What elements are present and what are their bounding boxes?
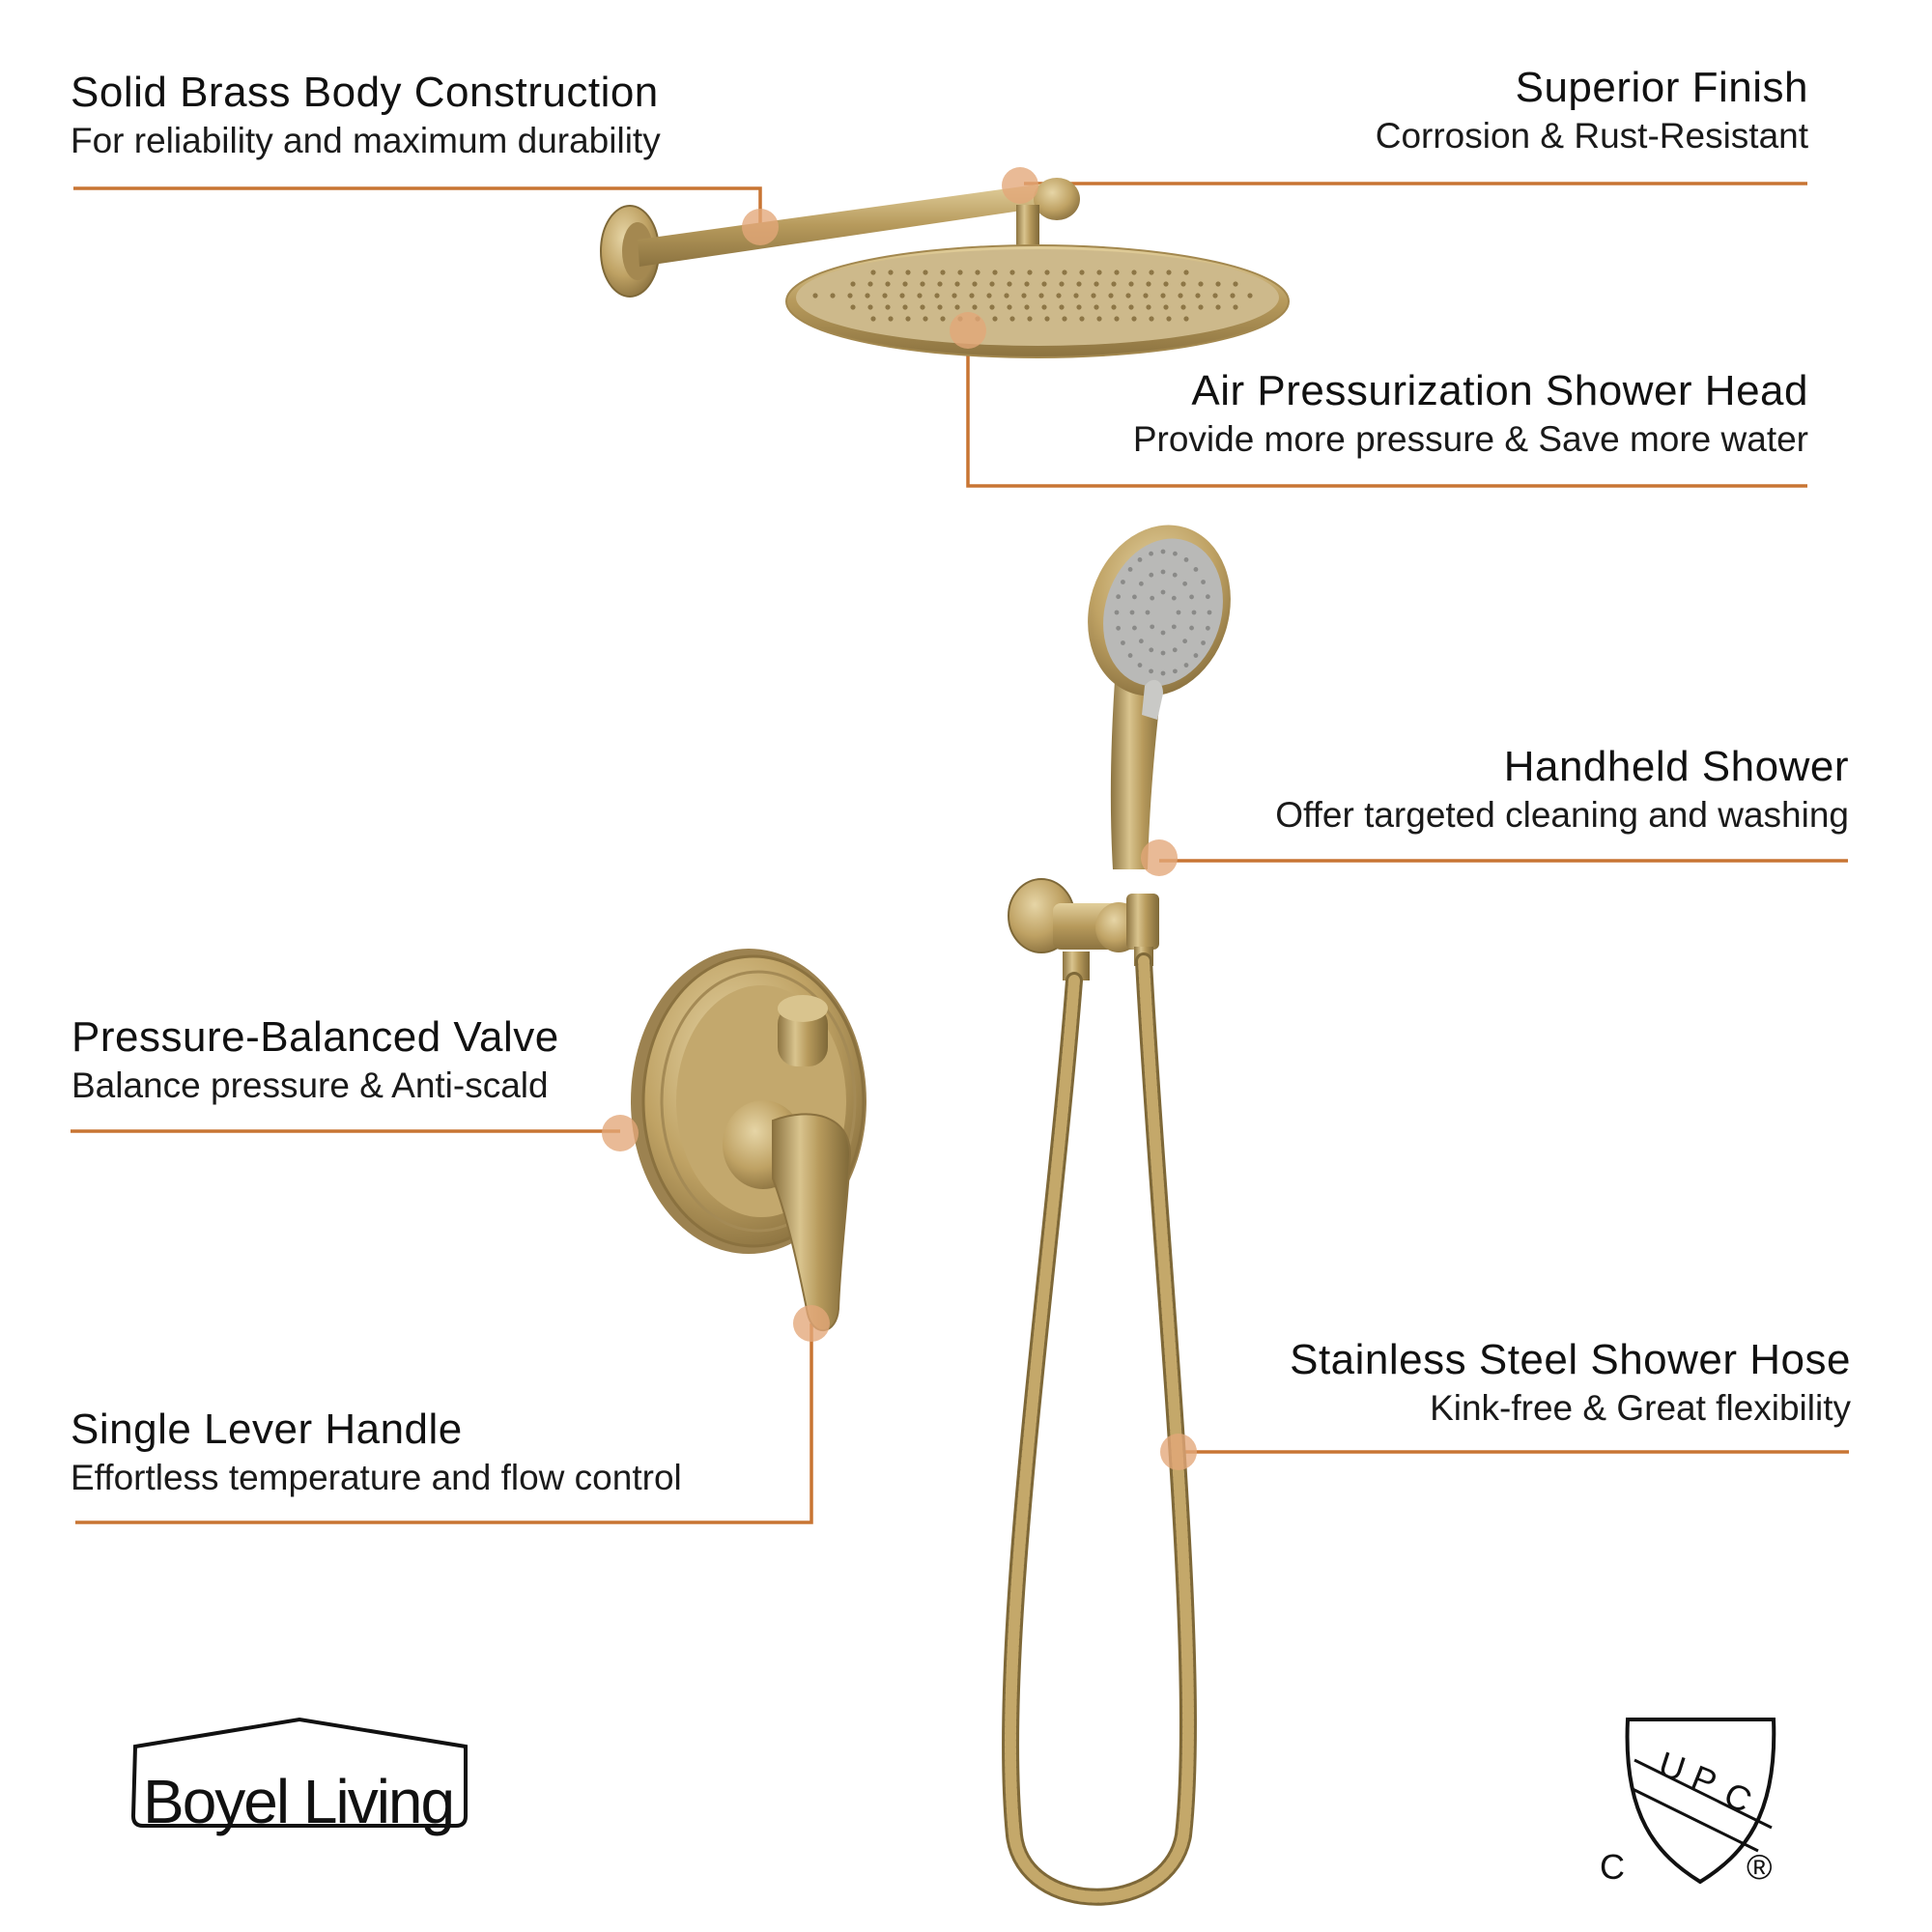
rain-nozzle	[882, 293, 887, 298]
rain-nozzle	[1128, 304, 1133, 309]
rain-nozzle	[1180, 281, 1185, 286]
rain-nozzle	[847, 293, 852, 298]
dot-air-head	[950, 312, 986, 349]
handheld-nozzle	[1161, 590, 1166, 595]
upc-registered-mark: ®	[1747, 1847, 1773, 1887]
handheld-nozzle	[1149, 573, 1153, 578]
handheld-nozzle	[1161, 671, 1166, 676]
handheld-nozzle	[1130, 611, 1135, 615]
dot-handheld	[1141, 839, 1178, 876]
callout-valve-title: Pressure-Balanced Valve	[71, 1013, 559, 1061]
rain-nozzle	[972, 304, 977, 309]
rain-nozzle	[1096, 316, 1101, 321]
callout-hose-title: Stainless Steel Shower Hose	[1290, 1336, 1851, 1383]
rain-nozzle	[1076, 304, 1081, 309]
rain-nozzle	[1091, 293, 1095, 298]
rain-nozzle	[937, 304, 942, 309]
dot-hose	[1160, 1434, 1197, 1470]
rain-nozzle	[1230, 293, 1235, 298]
handheld-nozzle	[1173, 647, 1178, 652]
rain-nozzle	[934, 293, 939, 298]
rain-nozzle	[989, 304, 994, 309]
rain-nozzle	[1076, 281, 1081, 286]
rain-nozzle	[986, 293, 991, 298]
callout-handheld	[1275, 740, 1849, 838]
rain-nozzle	[1009, 270, 1014, 274]
rain-nozzle	[920, 281, 924, 286]
rain-nozzle	[1146, 304, 1151, 309]
handheld-nozzle	[1192, 611, 1197, 615]
upc-letter-p: P	[1686, 1757, 1723, 1804]
rain-nozzle	[1149, 316, 1153, 321]
callout-air-head-title: Air Pressurization Shower Head	[1191, 367, 1808, 414]
rain-nozzle	[954, 281, 959, 286]
rain-nozzle	[1027, 316, 1032, 321]
handheld-shower-assembly	[1009, 506, 1252, 980]
rain-nozzle	[1111, 304, 1116, 309]
rain-shower-assembly	[601, 178, 1289, 357]
rain-nozzle	[1021, 293, 1026, 298]
callout-valve-sub: Balance pressure & Anti-scald	[71, 1065, 549, 1105]
handheld-nozzle	[1115, 611, 1120, 615]
rain-nozzle	[992, 316, 997, 321]
rain-nozzle	[1073, 293, 1078, 298]
callout-handheld-title: Handheld Shower	[1503, 743, 1849, 790]
brand-logo-text: Boyel Living	[143, 1767, 454, 1836]
rain-nozzle	[885, 281, 890, 286]
callout-handheld-sub: Offer targeted cleaning and washing	[1275, 795, 1849, 835]
rain-nozzle	[954, 304, 959, 309]
rain-nozzle	[923, 316, 927, 321]
rain-nozzle	[1059, 304, 1064, 309]
callout-valve	[71, 1010, 559, 1108]
rain-nozzle	[917, 293, 922, 298]
handheld-nozzle	[1173, 573, 1178, 578]
rain-nozzle	[1180, 304, 1185, 309]
rain-nozzle	[952, 293, 956, 298]
handheld-nozzle	[1121, 580, 1125, 584]
callout-brass-body-sub: For reliability and maximum durability	[71, 121, 661, 160]
rain-nozzle	[1024, 304, 1029, 309]
rain-nozzle	[1094, 281, 1098, 286]
handheld-nozzle	[1161, 631, 1166, 636]
callout-brass-body	[71, 66, 661, 163]
rain-nozzle	[1215, 281, 1220, 286]
handheld-nozzle	[1194, 653, 1199, 658]
handheld-nozzle	[1149, 668, 1153, 673]
handheld-nozzle	[1121, 640, 1125, 645]
rain-nozzle	[940, 270, 945, 274]
upc-letter-u: U	[1654, 1744, 1690, 1790]
rain-nozzle	[937, 281, 942, 286]
upc-c-mark: C	[1600, 1847, 1625, 1887]
rain-nozzle	[888, 270, 893, 274]
handheld-nozzle	[1139, 582, 1144, 586]
rain-nozzle	[975, 270, 980, 274]
handheld-nozzle	[1146, 611, 1151, 615]
rain-nozzle	[1247, 293, 1252, 298]
rain-nozzle	[1027, 270, 1032, 274]
dot-valve	[602, 1115, 639, 1151]
handheld-nozzle	[1206, 626, 1210, 631]
rain-nozzle	[1166, 316, 1171, 321]
rain-nozzle	[1108, 293, 1113, 298]
rain-nozzle	[1056, 293, 1061, 298]
rain-nozzle	[957, 270, 962, 274]
handheld-nozzle	[1161, 651, 1166, 656]
rain-nozzle	[1131, 270, 1136, 274]
rain-nozzle	[1183, 270, 1188, 274]
rain-nozzle	[1059, 281, 1064, 286]
rain-nozzle	[989, 281, 994, 286]
rain-nozzle	[1114, 270, 1119, 274]
rain-nozzle	[1007, 304, 1011, 309]
rain-nozzle	[812, 293, 817, 298]
callout-lever-title: Single Lever Handle	[71, 1406, 463, 1453]
handheld-nozzle	[1116, 626, 1121, 631]
rain-nozzle	[870, 270, 875, 274]
handheld-nozzle	[1177, 611, 1181, 615]
rain-nozzle	[1062, 316, 1066, 321]
rain-nozzle	[1215, 304, 1220, 309]
rain-nozzle	[1125, 293, 1130, 298]
rain-nozzle	[1096, 270, 1101, 274]
rain-nozzle	[1233, 281, 1237, 286]
handheld-nozzle	[1182, 639, 1187, 643]
handheld-nozzle	[1132, 626, 1137, 631]
handheld-nozzle	[1201, 640, 1206, 645]
handheld-nozzle	[1184, 663, 1189, 668]
handheld-nozzle	[1138, 663, 1143, 668]
handheld-nozzle	[1116, 594, 1121, 599]
rain-nozzle	[1160, 293, 1165, 298]
rain-nozzle	[902, 281, 907, 286]
rain-nozzle	[969, 293, 974, 298]
dot-finish	[1002, 167, 1038, 204]
rain-nozzle	[1111, 281, 1116, 286]
rain-nozzle	[905, 316, 910, 321]
dot-brass-body	[742, 209, 779, 245]
handheld-nozzle	[1150, 624, 1154, 629]
rain-nozzle	[1024, 281, 1029, 286]
rain-nozzle	[1041, 304, 1046, 309]
rain-nozzle	[902, 304, 907, 309]
handheld-nozzle	[1182, 582, 1187, 586]
rain-nozzle	[1149, 270, 1153, 274]
rain-nozzle	[885, 304, 890, 309]
rain-nozzle	[1143, 293, 1148, 298]
rain-nozzle	[1038, 293, 1043, 298]
rain-nozzle	[905, 270, 910, 274]
rain-nozzle	[1079, 270, 1084, 274]
handheld-nozzle	[1138, 557, 1143, 562]
rain-nozzle	[1178, 293, 1182, 298]
handheld-nozzle	[1189, 595, 1194, 600]
callout-lever-sub: Effortless temperature and flow control	[71, 1458, 682, 1497]
callout-lever	[71, 1403, 682, 1500]
handheld-nozzle	[1201, 580, 1206, 584]
callout-hose	[1290, 1333, 1851, 1431]
rain-nozzle	[920, 304, 924, 309]
callout-brass-body-title: Solid Brass Body Construction	[71, 69, 659, 116]
rain-nozzle	[1131, 316, 1136, 321]
handheld-nozzle	[1172, 596, 1177, 601]
callout-air-head	[1133, 364, 1808, 462]
rain-nozzle	[1044, 316, 1049, 321]
rain-nozzle	[899, 293, 904, 298]
rain-nozzle	[867, 281, 872, 286]
handheld-nozzle	[1194, 567, 1199, 572]
rain-nozzle	[1146, 281, 1151, 286]
handheld-nozzle	[1150, 596, 1154, 601]
rain-nozzle	[1007, 281, 1011, 286]
rain-nozzle	[1163, 304, 1168, 309]
rain-nozzle	[992, 270, 997, 274]
handheld-nozzle	[1149, 647, 1153, 652]
handheld-nozzle	[1173, 552, 1178, 556]
rain-nozzle	[1183, 316, 1188, 321]
handheld-nozzle	[1161, 570, 1166, 575]
handheld-nozzle	[1128, 653, 1133, 658]
rain-nozzle	[972, 281, 977, 286]
handheld-nozzle	[1139, 639, 1144, 643]
callout-air-head-sub: Provide more pressure & Save more water	[1132, 419, 1808, 459]
rain-nozzle	[1212, 293, 1217, 298]
rain-nozzle	[850, 304, 855, 309]
rain-nozzle	[867, 304, 872, 309]
valve-trim	[631, 949, 867, 1330]
rain-nozzle	[870, 316, 875, 321]
rain-nozzle	[1128, 281, 1133, 286]
handheld-nozzle	[1206, 594, 1210, 599]
rain-nozzle	[888, 316, 893, 321]
rain-nozzle	[1044, 270, 1049, 274]
handheld-nozzle	[1172, 624, 1177, 629]
rain-nozzle	[1062, 270, 1066, 274]
rain-nozzle	[1166, 270, 1171, 274]
shower-hose	[1010, 961, 1188, 1897]
rain-nozzle	[923, 270, 927, 274]
indicator-dots	[602, 167, 1197, 1470]
rain-nozzle	[1114, 316, 1119, 321]
handheld-nozzle	[1149, 552, 1153, 556]
rain-nozzle	[1195, 293, 1200, 298]
handheld-nozzle	[1189, 626, 1194, 631]
callout-finish-sub: Corrosion & Rust-Resistant	[1375, 116, 1808, 156]
handheld-nozzle	[1173, 668, 1178, 673]
handheld-nozzle	[1128, 567, 1133, 572]
rain-nozzle	[940, 316, 945, 321]
callout-hose-sub: Kink-free & Great flexibility	[1430, 1388, 1851, 1428]
rain-nozzle	[830, 293, 835, 298]
rain-nozzle	[850, 281, 855, 286]
handheld-nozzle	[1208, 611, 1212, 615]
rain-nozzle	[1163, 281, 1168, 286]
rain-nozzle	[1041, 281, 1046, 286]
rain-nozzle	[1004, 293, 1009, 298]
rain-nozzle	[1009, 316, 1014, 321]
handheld-nozzle	[1184, 557, 1189, 562]
rain-nozzle	[1198, 281, 1203, 286]
rain-nozzle	[865, 293, 869, 298]
rain-nozzle	[1094, 304, 1098, 309]
upc-letter-c: C	[1718, 1774, 1758, 1821]
callout-finish-title: Superior Finish	[1515, 64, 1808, 111]
dot-lever	[793, 1305, 830, 1342]
rain-nozzle	[1233, 304, 1237, 309]
rain-nozzle	[1079, 316, 1084, 321]
callout-finish	[1376, 61, 1808, 158]
rain-nozzle	[1198, 304, 1203, 309]
handheld-nozzle	[1161, 550, 1166, 554]
handheld-nozzle	[1132, 595, 1137, 600]
leader-brass-body	[73, 188, 760, 227]
